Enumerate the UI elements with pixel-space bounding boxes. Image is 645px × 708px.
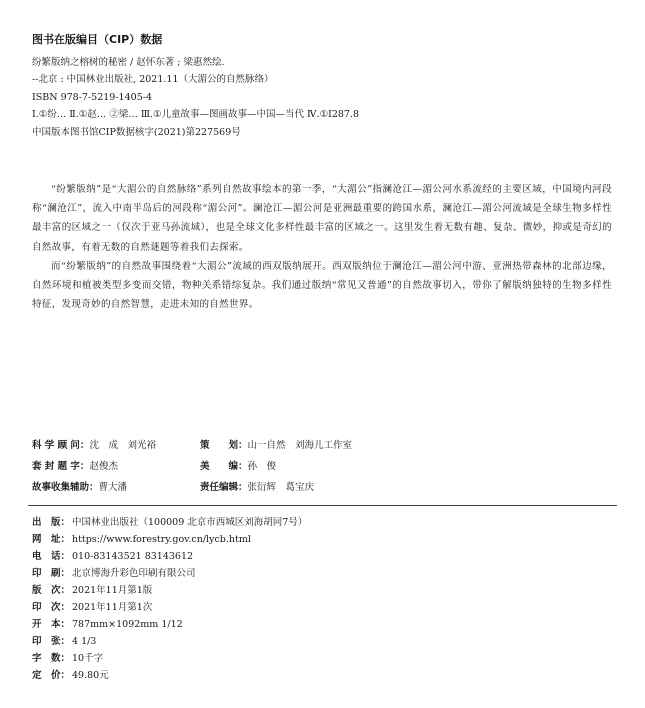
pub-label: 印 次： xyxy=(32,602,71,613)
pub-label: 印 张： xyxy=(32,636,71,647)
cip-title: 图书在版编目（CIP）数据 xyxy=(32,33,163,46)
pub-row-edition xyxy=(32,582,152,596)
credit-art-editor xyxy=(200,458,276,472)
pub-row-impression xyxy=(32,599,152,613)
cip-classification-line: Ⅰ.①纷… Ⅱ.①赵… ②梁… Ⅲ.①儿童故事—图画故事—中国—当代 Ⅳ.①I287.8 xyxy=(32,109,360,120)
pub-label: 电 话： xyxy=(32,551,71,562)
pub-row-publisher xyxy=(32,514,307,528)
pub-label: 网 址： xyxy=(32,534,71,545)
pub-row-word-count xyxy=(32,650,103,664)
pub-value: 787mm×1092mm 1/12 xyxy=(72,619,183,630)
intro-paragraph-2: 而“纷繁版纳”的自然故事围绕着“大湄公”流域的西双版纳展开。西双版纳位于澜沧江—湄公河中游、亚洲热带森林的北部边缘，自然环境和植被类型多变而交错，物种关系错综复杂。我们通过版纳“常见又普通”的自然故事切入，带你了解版纳独特的生物多样性特征，发现奇妙的自然智慧，走进未知的自然世界。 xyxy=(32,260,612,311)
credit-cover-calligraphy xyxy=(32,458,118,472)
credit-label: 责任编辑： xyxy=(200,482,248,493)
pub-row-website xyxy=(32,531,251,545)
credit-label: 策 划： xyxy=(200,440,248,451)
pub-label: 定 价： xyxy=(32,670,71,681)
pub-row-printer xyxy=(32,565,196,579)
pub-row-format xyxy=(32,616,183,630)
credit-label: 故事收集辅助： xyxy=(32,482,99,493)
pub-row-price xyxy=(32,667,109,681)
cip-isbn-line: ISBN 978-7-5219-1405-4 xyxy=(32,92,152,103)
pub-value: 010-83143521 83143612 xyxy=(72,551,194,562)
credit-value: 沈 成 刘光裕 xyxy=(89,440,156,451)
pub-value: 2021年11月第1次 xyxy=(72,602,153,613)
credit-value: 山一自然 刘海儿工作室 xyxy=(247,440,353,451)
pub-value: https://www.forestry.gov.cn/lycb.html xyxy=(72,534,251,545)
cip-title-author-line: 纷繁版纳之榕树的秘密 / 赵怀东著 ; 梁惠然绘. xyxy=(32,57,225,68)
divider-rule xyxy=(28,505,617,506)
credit-story-collector xyxy=(32,479,127,493)
credit-science-advisor xyxy=(32,437,156,451)
credit-label: 美 编： xyxy=(200,461,248,472)
pub-row-phone xyxy=(32,548,193,562)
credit-value: 曹大潘 xyxy=(98,482,128,493)
pub-value: 中国林业出版社（100009 北京市西城区刘海胡同7号） xyxy=(72,517,308,528)
cip-record-number-line: 中国版本图书馆CIP数据核字(2021)第227569号 xyxy=(32,127,241,138)
pub-value: 49.80元 xyxy=(72,670,109,681)
pub-value: 4 1/3 xyxy=(72,636,97,647)
pub-label: 开 本： xyxy=(32,619,71,630)
credit-label: 科 学 顾 问： xyxy=(32,440,90,451)
credit-value: 张衍辉 葛宝庆 xyxy=(247,482,315,493)
credit-planning xyxy=(200,437,352,451)
pub-label: 印 刷： xyxy=(32,568,71,579)
cip-publisher-line: --北京 : 中国林业出版社, 2021.11（大湄公的自然脉络） xyxy=(32,74,274,85)
intro-paragraph-1: “纷繁版纳”是“大湄公的自然脉络”系列自然故事绘本的第一季，“大湄公”指澜沧江—湄公河水系流经的主要区域，中国境内河段称“澜沧江”，流入中南半岛后的河段称“湄公河”。澜沧江—湄公河是亚洲最重要的跨国水系，澜沧江—湄公河流域是全球生物多样性最丰富的区域之一（仅次于亚马孙流域），也是全球文化多样性最丰富的区域之一。这里发生着无数有趣、复杂、微妙，抑或是奇幻的自然故事，有着无数的自然谜题等着我们去探索。 xyxy=(32,184,612,253)
pub-value: 2021年11月第1版 xyxy=(72,585,153,596)
pub-row-sheets xyxy=(32,633,96,647)
pub-value: 10千字 xyxy=(72,653,104,664)
series-introduction xyxy=(32,180,612,314)
credit-label: 套 封 题 字： xyxy=(32,461,90,472)
pub-label: 出 版： xyxy=(32,517,71,528)
pub-label: 字 数： xyxy=(32,653,71,664)
pub-value: 北京博海升彩色印刷有限公司 xyxy=(72,568,196,579)
credit-responsible-editor xyxy=(200,479,314,493)
credit-value: 赵俊杰 xyxy=(89,461,118,472)
pub-label: 版 次： xyxy=(32,585,71,596)
credit-value: 孙 俊 xyxy=(247,461,277,472)
